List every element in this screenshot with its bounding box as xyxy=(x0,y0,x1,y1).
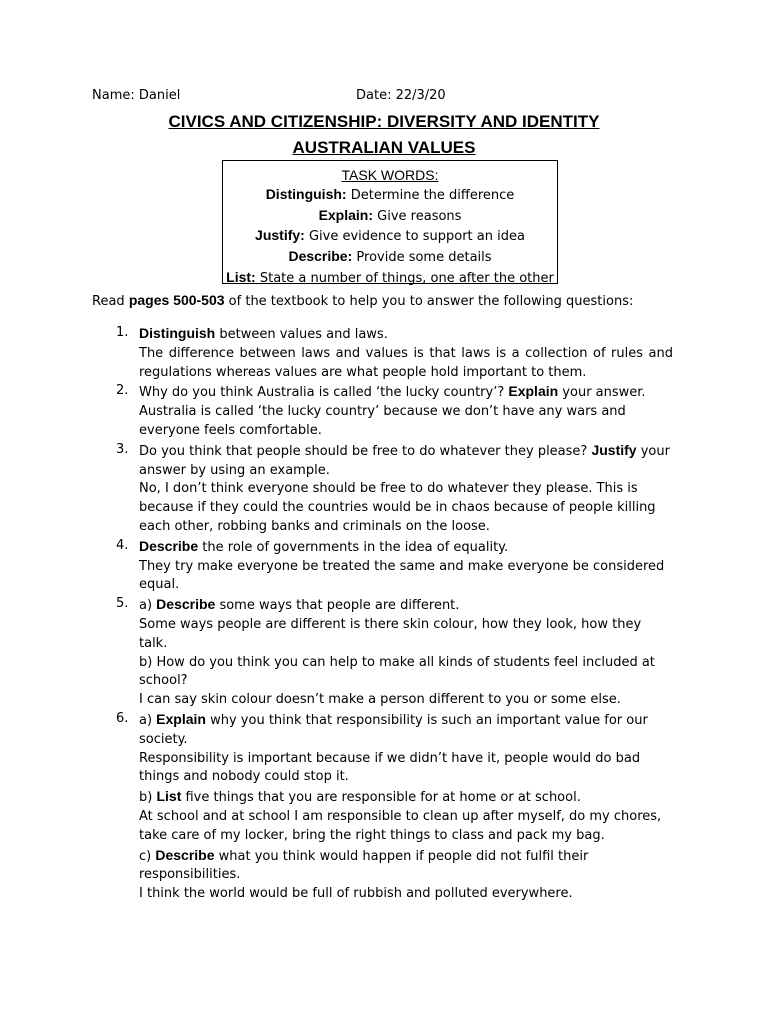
question-6 xyxy=(92,710,673,904)
question-rest: between values and laws. xyxy=(215,327,388,342)
answer-text: I think the world would be full of rubbish and polluted everywhere. xyxy=(139,886,573,902)
question-rest: your answer by using an example. xyxy=(139,443,670,478)
question-part-b: b) How do you think you can help to make all kinds of students feel included at school? xyxy=(139,654,655,689)
question-part-b xyxy=(139,787,673,808)
part-label: c) xyxy=(139,848,156,864)
student-name: Name: Daniel xyxy=(92,88,181,103)
task-keyword: List xyxy=(156,788,182,805)
task-words-box xyxy=(222,160,558,284)
header-line xyxy=(92,88,676,106)
task-word: Distinguish: xyxy=(265,185,347,202)
question-rest: some ways that people are different. xyxy=(215,598,460,614)
answer-text: Responsibility is important because if we didn’t have it, people would do bad things and nobody could stop it. xyxy=(139,750,641,785)
task-word-row xyxy=(223,185,557,206)
task-words-heading: TASK WORDS: xyxy=(341,167,439,183)
task-word-definition: Provide some details xyxy=(352,250,492,266)
instructions-post: of the textbook to help you to answer the following questions: xyxy=(224,294,634,309)
question-number: 6. xyxy=(116,710,129,726)
task-word: Describe: xyxy=(288,248,353,265)
question-part-a xyxy=(139,710,673,750)
question-text xyxy=(139,324,673,345)
question-rest: what you think would happen if people did not fulfil their responsibilities. xyxy=(139,848,589,883)
part-label: a) xyxy=(139,598,157,614)
task-word: List: xyxy=(226,268,256,285)
answer-text: At school and at school I am responsible to clean up after myself, do my chores, take care of my locker, bring the right things to class and pack my bag. xyxy=(139,808,662,843)
task-keyword: Describe xyxy=(155,846,215,863)
task-keyword: Distinguish xyxy=(139,325,216,341)
date: Date: 22/3/20 xyxy=(356,88,446,103)
task-keyword: Describe xyxy=(139,537,199,554)
answer-text: The difference between laws and values is that laws is a collection of rules and regulations whereas values are what people hold important to them. xyxy=(139,345,673,380)
question-number: 4. xyxy=(116,537,129,553)
question-text xyxy=(139,382,673,403)
task-word-definition: Determine the difference xyxy=(346,187,515,203)
task-word-row xyxy=(223,268,557,289)
task-keyword: Describe xyxy=(156,596,216,613)
task-word-definition: State a number of things, one after the other xyxy=(255,270,554,286)
task-word-definition: Give reasons xyxy=(373,208,462,224)
question-4 xyxy=(92,537,673,595)
answer-text: No, I don’t think everyone should be free to do whatever they please. This is because if they could the countries would be in chaos because of people killing each other, robbing banks and criminals on the loose. xyxy=(139,481,656,534)
task-word-row xyxy=(223,226,557,247)
task-word-row xyxy=(223,206,557,227)
question-rest: five things that you are responsible for at home or at school. xyxy=(181,790,581,806)
question-pre: Do you think that people should be free to do whatever they please? xyxy=(139,443,592,459)
question-number: 5. xyxy=(116,596,129,612)
question-text xyxy=(139,537,673,558)
answer-text: I can say skin colour doesn’t make a person different to you or some else. xyxy=(139,692,621,708)
answer-text: Some ways people are different is there skin colour, how they look, how they talk. xyxy=(139,616,642,651)
question-pre: Why do you think Australia is called ‘the lucky country’? xyxy=(139,385,509,401)
task-word: Explain: xyxy=(318,206,374,223)
task-word-row xyxy=(223,247,557,268)
question-text xyxy=(139,441,673,481)
question-5 xyxy=(92,595,673,710)
answer-text: Australia is called ‘the lucky country’ because we don’t have any wars and everyone feels comfortable. xyxy=(139,404,626,438)
instructions xyxy=(92,292,633,309)
question-rest: your answer. xyxy=(558,385,646,401)
answer-text: They try make everyone be treated the same and make everyone be considered equal. xyxy=(139,558,665,593)
question-rest: the role of governments in the idea of equality. xyxy=(198,539,509,555)
task-keyword: Explain xyxy=(508,383,559,400)
question-2 xyxy=(92,382,673,440)
question-rest: why you think that responsibility is such an important value for our society. xyxy=(139,712,648,747)
question-3 xyxy=(92,441,673,537)
sub-title: AUSTRALIAN VALUES xyxy=(292,138,476,157)
page-range: pages 500-503 xyxy=(128,292,225,308)
task-word-definition: Give evidence to support an idea xyxy=(304,229,525,245)
question-part-a xyxy=(139,595,673,616)
instructions-pre: Read xyxy=(92,294,129,309)
task-word: Justify: xyxy=(255,227,305,244)
question-number: 2. xyxy=(116,383,129,399)
part-label: b) xyxy=(139,790,157,806)
question-number: 3. xyxy=(116,441,129,457)
task-keyword: Explain xyxy=(156,710,206,727)
question-list xyxy=(92,324,673,904)
question-1 xyxy=(92,324,673,382)
main-title: CIVICS AND CITIZENSHIP: DIVERSITY AND IDENTITY xyxy=(168,112,600,131)
question-part-c xyxy=(139,846,673,886)
part-label: a) xyxy=(139,712,157,728)
question-number: 1. xyxy=(116,325,129,340)
task-keyword: Justify xyxy=(591,441,637,458)
